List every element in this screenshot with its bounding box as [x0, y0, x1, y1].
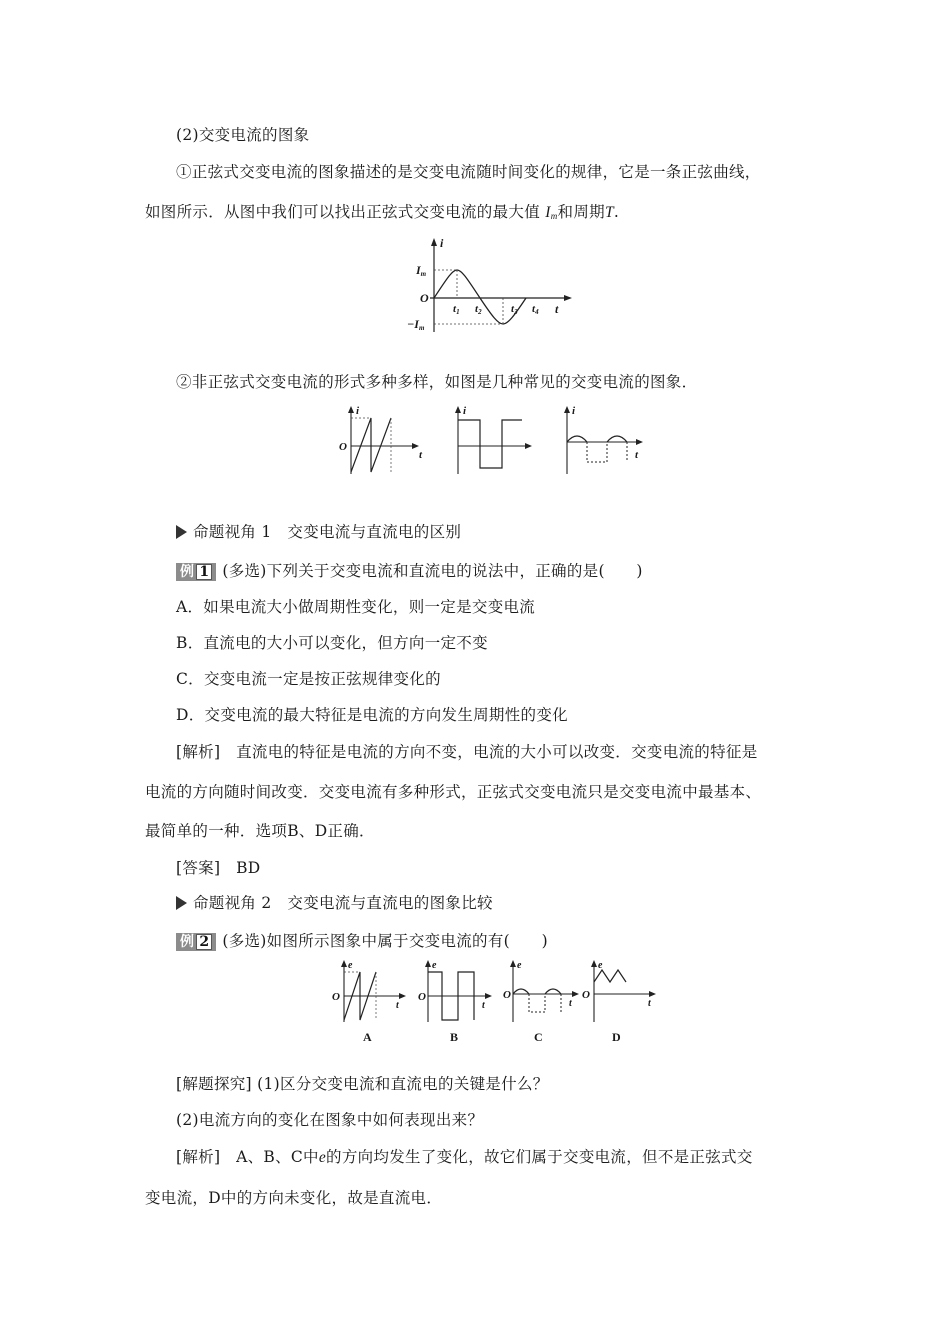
- analysis-2-line2: 变电流，D中的方向未变化，故是直流电．: [145, 1189, 443, 1207]
- section-heading: (2)交变电流的图象: [176, 126, 310, 144]
- square-current-graph: [450, 404, 540, 484]
- origin-label: O: [420, 291, 429, 305]
- origin-label: O: [418, 991, 426, 1003]
- answer-1: [答案] BD: [176, 859, 261, 877]
- example-label: 例 1: [176, 563, 216, 581]
- graph-d: [584, 958, 664, 1028]
- analysis-2-line1: [解析] A、B、C中e的方向均发生了变化，故它们属于交变电流，但不是正弦式交: [176, 1148, 753, 1166]
- play-marker-icon: [176, 525, 187, 539]
- period-symbol: T: [604, 204, 614, 221]
- axis-t-label: t: [648, 998, 651, 1009]
- t4-label: t4: [532, 303, 539, 316]
- origin-label: O: [332, 991, 340, 1003]
- topic-2: 命题视角 2 交变电流与直流电的图象比较: [176, 892, 493, 914]
- caption-c: C: [534, 1030, 543, 1044]
- t2-label: t2: [475, 303, 482, 316]
- analysis-1-line3: 最简单的一种．选项B、D正确．: [145, 822, 375, 840]
- t3-label: t3: [511, 303, 518, 316]
- axis-t-label: t: [635, 449, 639, 461]
- option-c: C．交变电流一定是按正弦规律变化的: [176, 670, 441, 688]
- im-symbol: $I_m$: [545, 204, 558, 221]
- axis-t-label: t: [419, 449, 423, 461]
- t1-label: t1: [453, 303, 460, 316]
- im-label: Im: [416, 263, 427, 278]
- caption-a: A: [363, 1030, 372, 1044]
- paragraph-text: 如图所示．从图中我们可以找出正弦式交变电流的最大值: [145, 203, 541, 221]
- e-symbol: e: [318, 1149, 327, 1166]
- axis-e-label: e: [432, 960, 437, 971]
- origin-label: O: [582, 989, 590, 1001]
- axis-t-label: t: [569, 998, 572, 1009]
- example-1-question: 例 1 (多选)下列关于交变电流和直流电的说法中，正确的是( ): [176, 560, 643, 582]
- axis-t-label: t: [555, 302, 559, 316]
- example-2-question: 例 2 (多选)如图所示图象中属于交变电流的有( ): [176, 930, 548, 952]
- caption-d: D: [612, 1030, 621, 1044]
- arc-current-graph: [555, 404, 655, 484]
- example-label: 例 2: [176, 933, 216, 951]
- axis-e-label: e: [598, 960, 603, 971]
- paragraph-nonsine: ②非正弦式交变电流的形式多种多样，如图是几种常见的交变电流的图象．: [176, 373, 698, 391]
- axis-i-label: i: [440, 236, 444, 250]
- axis-t-label: t: [396, 1000, 399, 1011]
- explore-2: (2)电流方向的变化在图象中如何表现出来？: [176, 1111, 484, 1129]
- axis-t-label: t: [482, 1000, 485, 1011]
- sine-current-graph: [400, 236, 600, 346]
- analysis-1-line1: [解析] 直流电的特征是电流的方向不变，电流的大小可以改变．交变电流的特征是: [176, 743, 758, 761]
- option-a: A．如果电流大小做周期性变化，则一定是交变电流: [176, 598, 536, 616]
- axis-i-label: i: [356, 405, 360, 417]
- origin-label: O: [339, 441, 347, 453]
- axis-i-label: i: [463, 405, 467, 417]
- neg-im-label: −Im: [407, 317, 425, 332]
- explore-1: [解题探究] (1)区分交变电流和直流电的关键是什么？: [176, 1075, 549, 1093]
- paragraph-sine-line1: ①正弦式交变电流的图象描述的是交变电流随时间变化的规律，它是一条正弦曲线，: [176, 163, 761, 181]
- axis-e-label: e: [517, 960, 522, 971]
- axis-i-label: i: [572, 405, 576, 417]
- analysis-1-line2: 电流的方向随时间改变．交变电流有多种形式，正弦式交变电流只是交变电流中最基本、: [145, 783, 762, 801]
- origin-label: O: [503, 989, 511, 1001]
- graph-a: [330, 958, 410, 1028]
- graph-b: [418, 958, 498, 1028]
- topic-1: 命题视角 1 交变电流与直流电的区别: [176, 521, 461, 543]
- option-b: B．直流电的大小可以变化，但方向一定不变: [176, 634, 488, 652]
- paragraph-sine-line2: [145, 201, 619, 227]
- paragraph-text: 和周期: [557, 203, 605, 221]
- axis-e-label: e: [348, 960, 353, 971]
- graph-c: [503, 958, 583, 1028]
- play-marker-icon: [176, 896, 187, 910]
- paragraph-text: .: [613, 203, 620, 221]
- caption-b: B: [450, 1030, 459, 1044]
- sawtooth-current-graph: [335, 404, 435, 484]
- option-d: D．交变电流的最大特征是电流的方向发生周期性的变化: [176, 706, 568, 724]
